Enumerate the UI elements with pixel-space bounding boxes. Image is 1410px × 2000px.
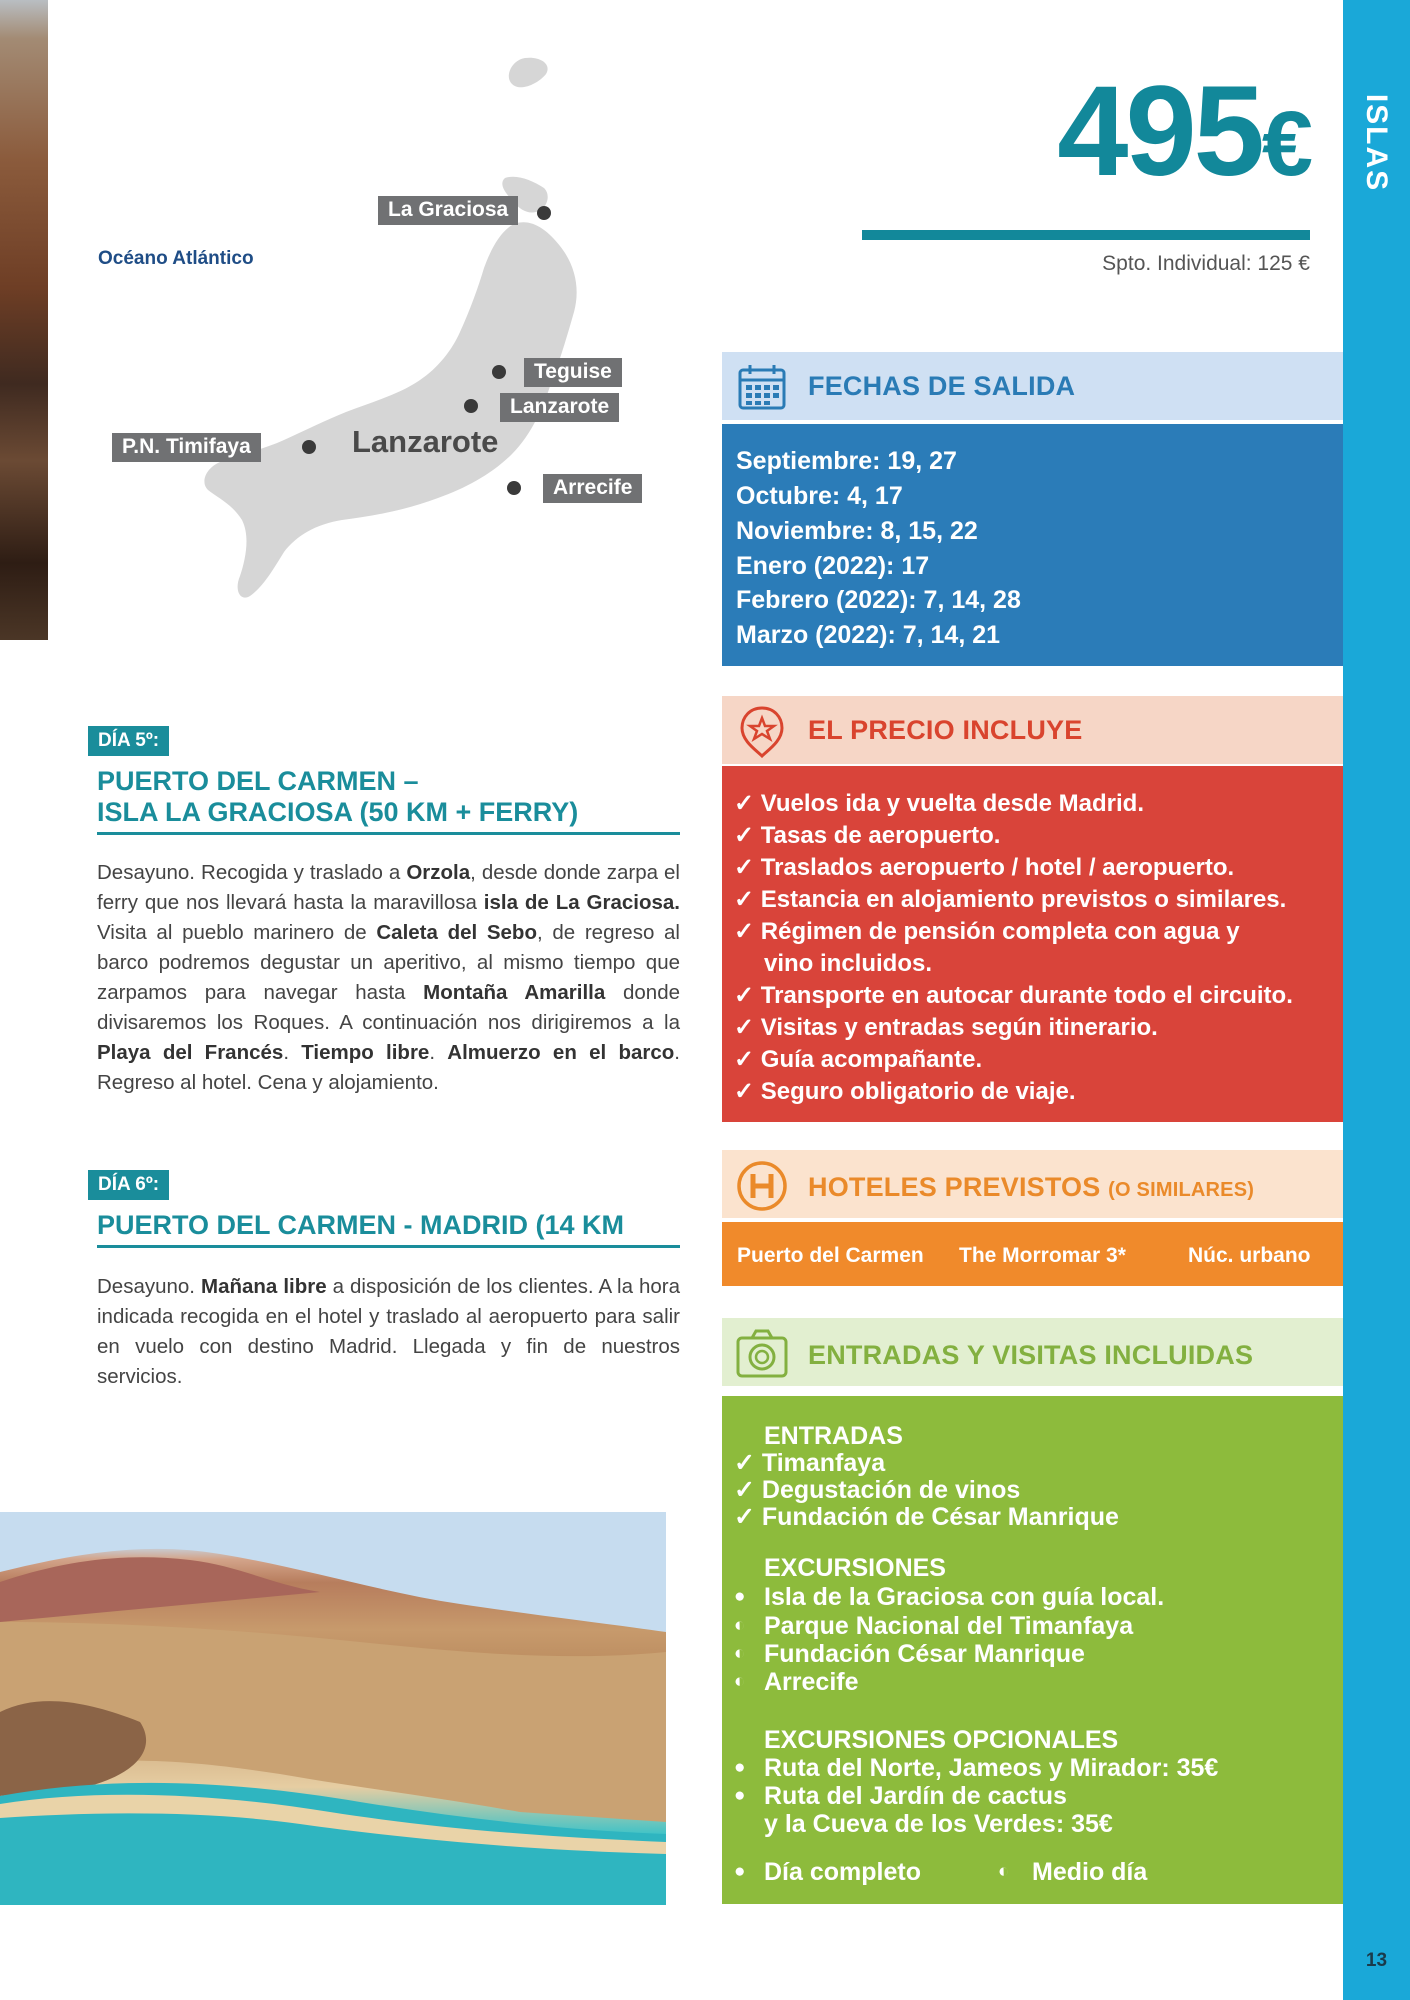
hotels-header	[722, 1150, 1343, 1218]
hotels-row	[722, 1222, 1343, 1286]
included-item: ✓ Estancia en alojamiento previstos o similares.	[734, 886, 1287, 913]
hotels-subtitle: (O SIMILARES)	[1108, 1179, 1255, 1201]
included-item: ✓ Traslados aeropuerto / hotel / aeropuerto.	[734, 854, 1235, 881]
ocean-label: Océano Atlántico	[98, 248, 254, 269]
entrada-item: ✓ Timanfaya	[734, 1449, 886, 1477]
hotel-city: Puerto del Carmen	[737, 1244, 924, 1267]
day5-bold: isla de La Graciosa.	[483, 891, 680, 914]
price-currency: €	[1261, 93, 1310, 195]
single-supplement: Spto. Individual: 125 €	[1102, 252, 1310, 275]
excursion-item: Arrecife	[764, 1668, 859, 1696]
graciosa-islet-shape	[509, 58, 548, 88]
full-day-mark: ●	[734, 1785, 746, 1806]
full-day-mark: ●	[734, 1586, 746, 1607]
price-rule	[862, 230, 1310, 240]
day5-text: Visita al pueblo marinero de	[97, 921, 377, 944]
edge-photo	[0, 0, 48, 640]
price-includes-title: EL PRECIO INCLUYE	[808, 715, 1083, 745]
legend-full-day-mark: ●	[734, 1861, 746, 1882]
day5-bold: Tiempo libre	[301, 1041, 430, 1064]
day6-text: Desayuno.	[97, 1275, 201, 1298]
legend-half-day-mark: ◐	[998, 1861, 1010, 1882]
hotel-location: Núc. urbano	[1188, 1244, 1311, 1267]
date-line: Marzo (2022): 7, 14, 21	[736, 621, 1001, 649]
sidebar-label-box	[1351, 88, 1401, 198]
day5-bold: Caleta del Sebo	[376, 921, 537, 944]
date-line: Enero (2022): 17	[736, 552, 930, 580]
half-day-mark: ◐	[734, 1615, 746, 1636]
day5-text: . Regreso al hotel. Cena y alojamiento.	[97, 1041, 680, 1094]
day5-bold: Montaña Amarilla	[423, 981, 606, 1004]
day6-tag: DÍA 6º:	[88, 1170, 169, 1200]
camera-icon	[734, 1326, 790, 1382]
optional-item: Ruta del Jardín de cactus	[764, 1782, 1067, 1810]
entrada-item: ✓ Fundación de César Manrique	[734, 1503, 1119, 1531]
day5-title-line2: ISLA LA GRACIOSA (50 KM + FERRY)	[97, 797, 579, 827]
hotels-title	[808, 1172, 1254, 1203]
sidebar	[1343, 0, 1410, 2000]
date-line: Septiembre: 19, 27	[736, 447, 957, 475]
entradas-heading: ENTRADAS	[764, 1422, 903, 1450]
visits-list	[722, 1396, 1343, 1904]
visits-header	[722, 1318, 1343, 1386]
legend-full-day: Día completo	[764, 1858, 921, 1886]
excursion-item: Fundación César Manrique	[764, 1640, 1085, 1668]
half-day-mark: ◐	[734, 1671, 746, 1692]
departure-dates-title: FECHAS DE SALIDA	[808, 371, 1076, 401]
departure-dates-list	[722, 424, 1343, 666]
half-day-mark: ◐	[734, 1643, 746, 1664]
star-badge-icon	[734, 704, 790, 760]
included-item: ✓ Visitas y entradas según itinerario.	[734, 1014, 1158, 1041]
map-label-lanzarote: Lanzarote	[500, 393, 619, 422]
map-dot-arrecife	[507, 481, 521, 495]
map-label-graciosa: La Graciosa	[378, 196, 518, 225]
day5-text: , desde donde zarpa el ferry que nos llevará hasta la maravillosa	[97, 861, 680, 914]
day6-bold: Mañana libre	[201, 1275, 327, 1298]
day5-text: Desayuno. Recogida y traslado a	[97, 861, 407, 884]
day5-text: , de regreso al barco podremos degustar un aperitivo, al mismo tiempo que zarpamos para navegar hasta	[97, 921, 680, 1004]
date-line: Noviembre: 8, 15, 22	[736, 517, 978, 545]
day5-text: .	[283, 1041, 302, 1064]
page-number: 13	[1365, 1950, 1388, 1971]
entrada-item: ✓ Degustación de vinos	[734, 1476, 1021, 1504]
optional-heading: EXCURSIONES OPCIONALES	[764, 1726, 1119, 1754]
excursion-item: Isla de la Graciosa con guía local.	[764, 1583, 1165, 1611]
excursiones-heading: EXCURSIONES	[764, 1554, 946, 1582]
legend-half-day: Medio día	[1032, 1858, 1148, 1886]
price-includes-header	[722, 696, 1343, 764]
day5-rule	[97, 832, 680, 835]
map-label-arrecife: Arrecife	[543, 474, 642, 503]
hotels-title-text: HOTELES PREVISTOS	[808, 1172, 1101, 1202]
included-item: ✓ Transporte en autocar durante todo el circuito.	[734, 982, 1293, 1009]
day5-text: .	[429, 1041, 448, 1064]
full-day-mark: ●	[734, 1757, 746, 1778]
day5-text: donde divisaremos los Roques. A continuación nos dirigiremos a la	[97, 981, 681, 1034]
date-line: Febrero (2022): 7, 14, 28	[736, 586, 1021, 614]
map-dot-graciosa	[537, 206, 551, 220]
included-item: ✓ Régimen de pensión completa con agua y	[734, 918, 1240, 945]
day5-bold: Orzola	[406, 861, 471, 884]
included-item-continued: vino incluidos.	[764, 950, 933, 977]
day6-title: PUERTO DEL CARMEN - MADRID (14 KM	[97, 1210, 625, 1240]
price-includes-list	[722, 766, 1343, 1122]
map-dot-teguise	[492, 365, 506, 379]
optional-item: Ruta del Norte, Jameos y Mirador: 35€	[764, 1754, 1219, 1782]
hotel-icon	[734, 1158, 790, 1214]
day5-tag: DÍA 5º:	[88, 726, 169, 756]
price	[1000, 60, 1310, 203]
day6-description	[97, 1272, 680, 1392]
beach-photo	[0, 1512, 666, 1905]
island-name: Lanzarote	[352, 424, 499, 459]
visits-title: ENTRADAS Y VISITAS INCLUIDAS	[808, 1340, 1254, 1370]
beach-illustration	[0, 1512, 666, 1905]
price-amount: 495	[1057, 60, 1262, 203]
sidebar-label: ISLAS	[1360, 93, 1393, 193]
day5-description	[97, 858, 680, 1098]
included-item: ✓ Seguro obligatorio de viaje.	[734, 1078, 1076, 1105]
day5-bold: Almuerzo en el barco	[447, 1041, 675, 1064]
day5-title-line1: PUERTO DEL CARMEN –	[97, 766, 419, 796]
excursion-item: Parque Nacional del Timanfaya	[764, 1612, 1134, 1640]
included-item: ✓ Tasas de aeropuerto.	[734, 822, 1001, 849]
date-line: Octubre: 4, 17	[736, 482, 903, 510]
map-label-teguise: Teguise	[524, 358, 622, 387]
lanzarote-map	[100, 50, 660, 630]
map-dot-timanfaya	[302, 440, 316, 454]
hotel-name: The Morromar 3*	[959, 1244, 1126, 1267]
departure-dates-header	[722, 352, 1343, 420]
day5-bold: Playa del Francés	[97, 1041, 284, 1064]
map-dot-lanzarote	[464, 399, 478, 413]
included-item: ✓ Guía acompañante.	[734, 1046, 983, 1073]
day6-rule	[97, 1245, 680, 1248]
calendar-icon	[734, 360, 790, 416]
day6-text: a disposición de los clientes. A la hora indicada recogida en el hotel y traslado al aeropuerto para salir en vuelo con destino Madrid. Llegada y fin de nuestros servicios.	[97, 1275, 681, 1388]
map-label-timanfaya: P.N. Timifaya	[112, 433, 261, 462]
optional-item-continued: y la Cueva de los Verdes: 35€	[764, 1810, 1113, 1838]
included-item: ✓ Vuelos ida y vuelta desde Madrid.	[734, 790, 1145, 817]
